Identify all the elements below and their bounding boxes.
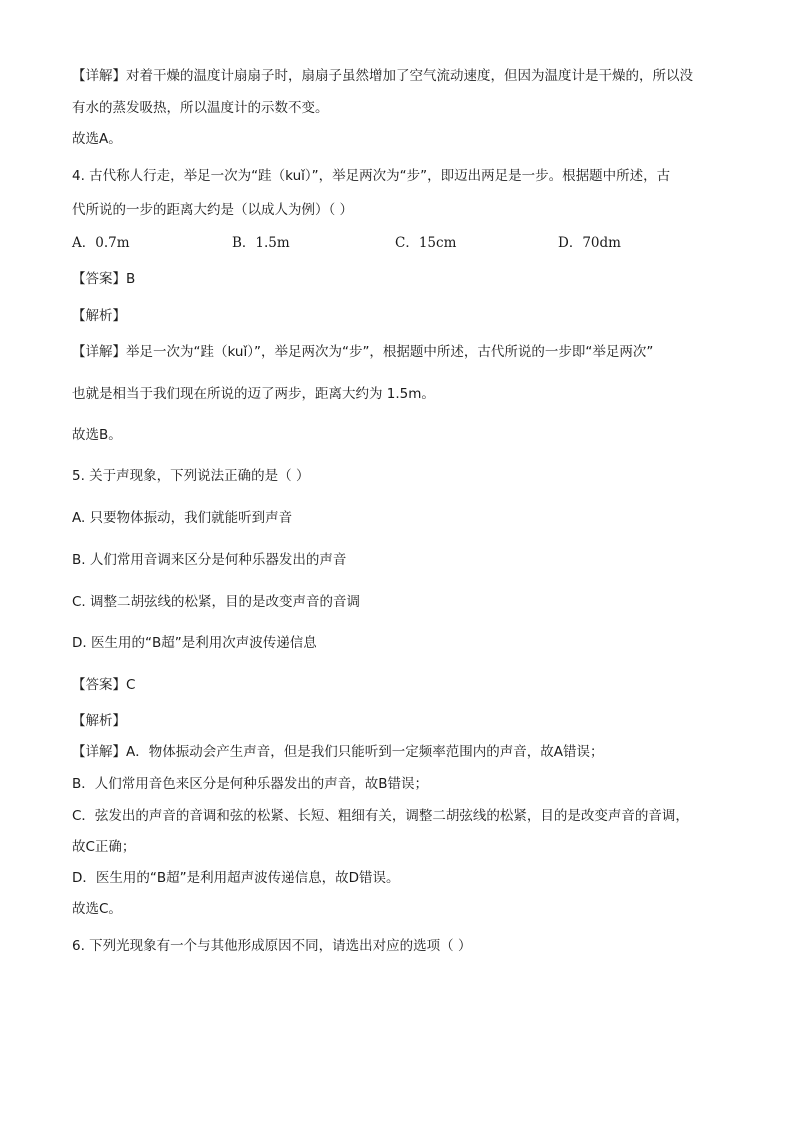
q3-detail-line-2: 有水的蒸发吸热，所以温度计的示数不变。 — [72, 100, 329, 116]
q5-choose: 故选C。 — [72, 901, 122, 917]
q5-option-a: A. 只要物体振动，我们就能听到声音 — [72, 510, 293, 526]
q4-stem-line-2: 代所说的一步的距离大约是（以成人为例）（ ） — [72, 202, 354, 218]
q6-stem: 6. 下列光现象有一个与其他形成原因不同，请选出对应的选项（ ） — [72, 938, 472, 954]
q4-detail-line-2: 也就是相当于我们现在所说的迈了两步，距离大约为 1.5m。 — [72, 386, 435, 402]
q4-answer: 【答案】B — [72, 271, 136, 287]
q4-choose: 故选B。 — [72, 427, 122, 443]
q4-option-b: B．1.5m — [232, 235, 290, 251]
q3-detail-line-1: 【详解】对着干燥的温度计扇扇子时，扇扇子虽然增加了空气流动速度，但因为温度计是干燥的，所以没 — [72, 68, 693, 84]
q4-option-c: C．15cm — [395, 235, 457, 251]
q5-stem: 5. 关于声现象，下列说法正确的是（ ） — [72, 468, 310, 484]
q5-detail-d: D．医生用的“B超”是利用超声波传递信息，故D错误。 — [72, 870, 400, 886]
q4-stem-line-1: 4. 古代称人行走，举足一次为“跬（kuǐ）”，举足两次为“步”，即迈出两足是一步。根据题中所述，古 — [72, 168, 671, 184]
q4-option-a: A．0.7m — [72, 235, 130, 251]
q4-detail-line-1: 【详解】举足一次为“跬（kuǐ）”，举足两次为“步”，根据题中所述，古代所说的一步即“举足两次” — [72, 344, 654, 360]
q5-answer: 【答案】C — [72, 677, 136, 693]
q5-option-d: D. 医生用的“B超”是利用次声波传递信息 — [72, 635, 317, 651]
q5-detail-c-line-1: C．弦发出的声音的音调和弦的松紧、长短、粗细有关，调整二胡弦线的松紧，目的是改变声音的音调， — [72, 808, 689, 824]
q4-option-d: D．70dm — [558, 235, 621, 251]
q5-analysis-label: 【解析】 — [72, 713, 126, 729]
q4-options — [72, 233, 722, 253]
q5-option-b: B. 人们常用音调来区分是何种乐器发出的声音 — [72, 552, 347, 568]
q5-detail-c-line-2: 故C正确； — [72, 839, 136, 855]
q3-choose: 故选A。 — [72, 131, 122, 147]
q5-detail-b: B．人们常用音色来区分是何种乐器发出的声音，故B错误； — [72, 776, 429, 792]
q4-analysis-label: 【解析】 — [72, 308, 126, 324]
q5-detail-a: 【详解】A．物体振动会产生声音，但是我们只能听到一定频率范围内的声音，故A错误； — [72, 744, 604, 760]
q5-option-c: C. 调整二胡弦线的松紧，目的是改变声音的音调 — [72, 594, 361, 610]
